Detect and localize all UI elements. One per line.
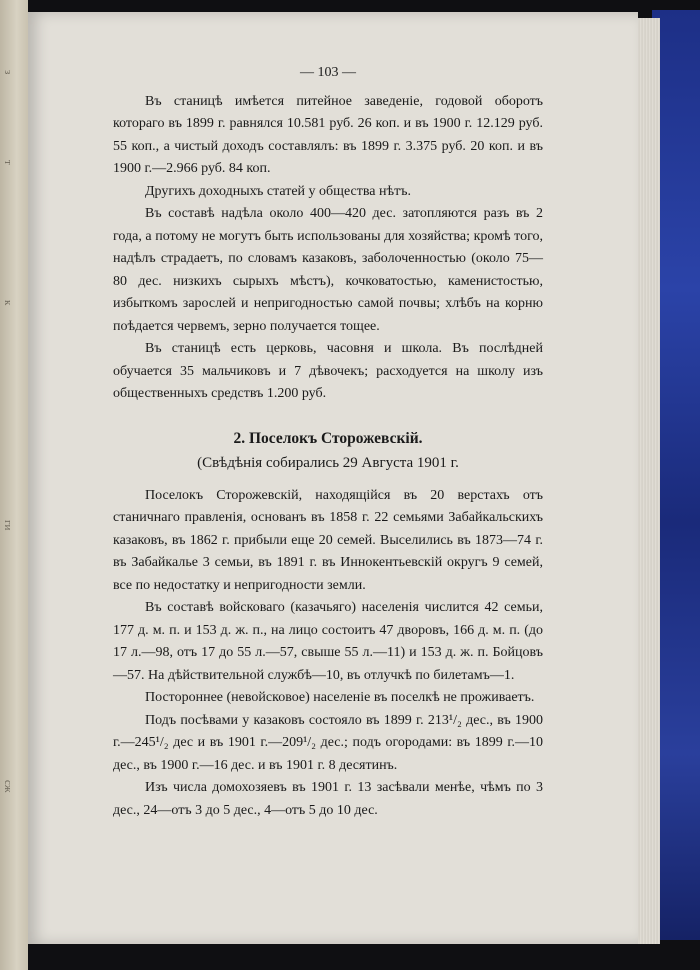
- left-page-fragment: сж: [2, 780, 14, 793]
- paragraph: Въ составѣ войсковаго (казачьяго) населенія числится 42 семьи, 177 д. м. п. и 153 д. ж. п., на лицо состоитъ 47 дворовъ, 166 д. м. п. (до 17 л.—98, отъ 17 до 55 л.—57, свыше 55 л.—11) и 153 д. ж. п. Бойцовъ—57. На дѣйствительной службѣ—10, въ отлучкѣ по билетамъ—1.: [113, 600, 543, 683]
- left-page-fragment: з: [2, 70, 14, 75]
- paragraph: Другихъ доходныхъ статей у общества нѣтъ.: [145, 183, 411, 199]
- page-number: — 103 —: [300, 65, 356, 80]
- section-subtitle: (Свѣдѣнія собирались 29 Августа 1901 г.: [197, 455, 459, 471]
- left-page-fragment: ги: [2, 520, 14, 531]
- page-content: [113, 62, 543, 822]
- paragraph: Въ станицѣ имѣется питейное заведеніе, годовой оборотъ котораго въ 1899 г. равнялся 10.581 руб. 26 коп. и въ 1900 г. 12.129 руб. 55 коп., а чистый доходъ составлялъ: въ 1899 г. 3.375 руб. 20 коп. и въ 1900 г.—2.966 руб. 84 коп.: [113, 93, 543, 176]
- paragraph: Поселокъ Сторожевскій, находящійся въ 20 верстахъ отъ станичнаго правленія, основанъ въ 1858 г. 22 семьями Забайкальскихъ казаковъ, въ 1862 г. прибыли еще 20 семей. Выселились въ 1873—74 г. въ Забайкалье 3 семьи, въ 1891 г. въ Иннокентьевскій округъ 9 семей, все по недостатку и непригодности земли.: [113, 487, 543, 593]
- book-page: [28, 12, 638, 944]
- left-page-fragment: т: [2, 160, 14, 165]
- left-page-fragment: к: [2, 300, 14, 306]
- paragraph: Постороннее (невойсковое) населеніе въ поселкѣ не проживаетъ.: [145, 690, 535, 705]
- paragraph: Подъ посѣвами у казаковъ состояло въ 1899 г. 213¹/₂ дес., въ 1900 г.—245¹/₂ дес и въ 1901 г.—209¹/₂ дес.; подъ огородами: въ 1899 г.—10 дес., въ 1900 г.—16 дес. и въ 1901 г. 8 десятинъ.: [113, 712, 543, 773]
- left-page-edge: [0, 0, 28, 970]
- paragraph: Въ станицѣ есть церковь, часовня и школа. Въ послѣдней обучается 35 мальчиковъ и 7 дѣвочекъ; расходуется на школу изъ общественныхъ средствъ 1.200 руб.: [113, 341, 543, 401]
- section-title: 2. Поселокъ Сторожевскій.: [233, 429, 423, 447]
- paragraph: Въ составѣ надѣла около 400—420 дес. затопляются разъ въ 2 года, а потому не могутъ быть использованы для хозяйства; кромѣ того, надѣлъ страдаетъ, по словамъ казаковъ, заболоченностью (около 75—80 дес. низкихъ сырыхъ мѣстъ), кочковатостью, каменистостью, избыткомъ зарослей и непригодностью самой почвы; хлѣбъ на корню поѣдается червемъ, зерно получается тощее.: [113, 206, 543, 334]
- paragraph: Изъ числа домохозяевъ въ 1901 г. 13 засѣвали менѣе, чѣмъ по 3 дес., 24—отъ 3 до 5 дес., 4—отъ 5 до 10 дес.: [113, 780, 543, 818]
